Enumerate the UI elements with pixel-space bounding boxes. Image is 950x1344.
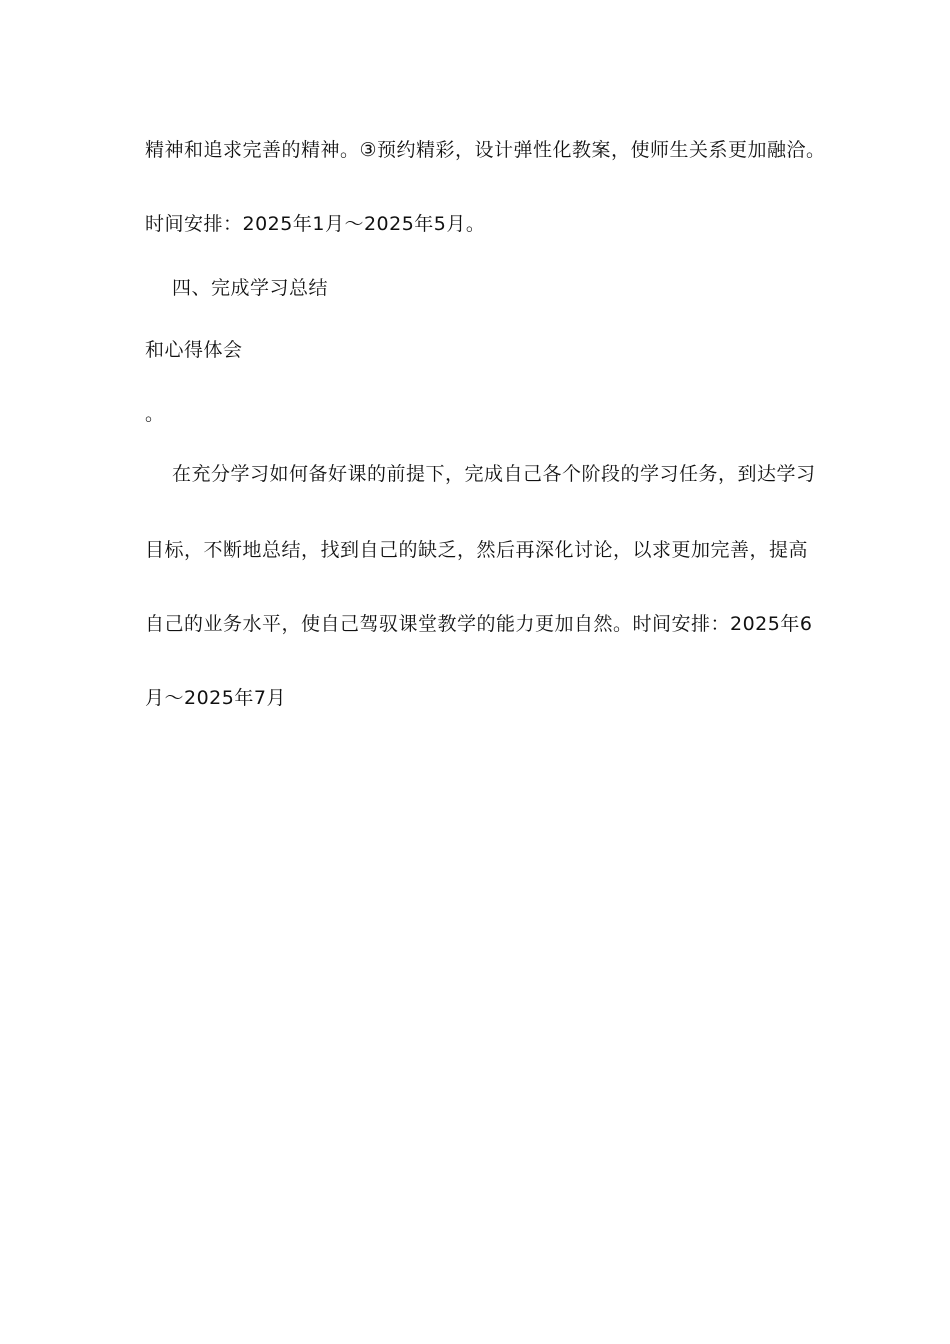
schedule-line-2: 月～2025年7月: [145, 687, 286, 709]
paragraph-line-4: 自己的业务水平，使自己驾驭课堂教学的能力更加自然。时间安排：2025年6: [145, 613, 813, 635]
paragraph-line-1: 精神和追求完善的精神。③预约精彩，设计弹性化教案，使师生关系更加融洽。: [145, 139, 826, 161]
schedule-line-1: 时间安排：2025年1月～2025年5月。: [145, 213, 486, 235]
section-heading: 四、完成学习总结: [172, 277, 329, 299]
section-heading-continuation: 和心得体会: [145, 339, 243, 361]
paragraph-line-3: 目标，不断地总结，找到自己的缺乏，然后再深化讨论，以求更加完善，提高: [145, 539, 809, 561]
section-heading-period: 。: [145, 403, 165, 425]
paragraph-line-2: 在充分学习如何备好课的前提下，完成自己各个阶段的学习任务，到达学习: [172, 463, 816, 485]
